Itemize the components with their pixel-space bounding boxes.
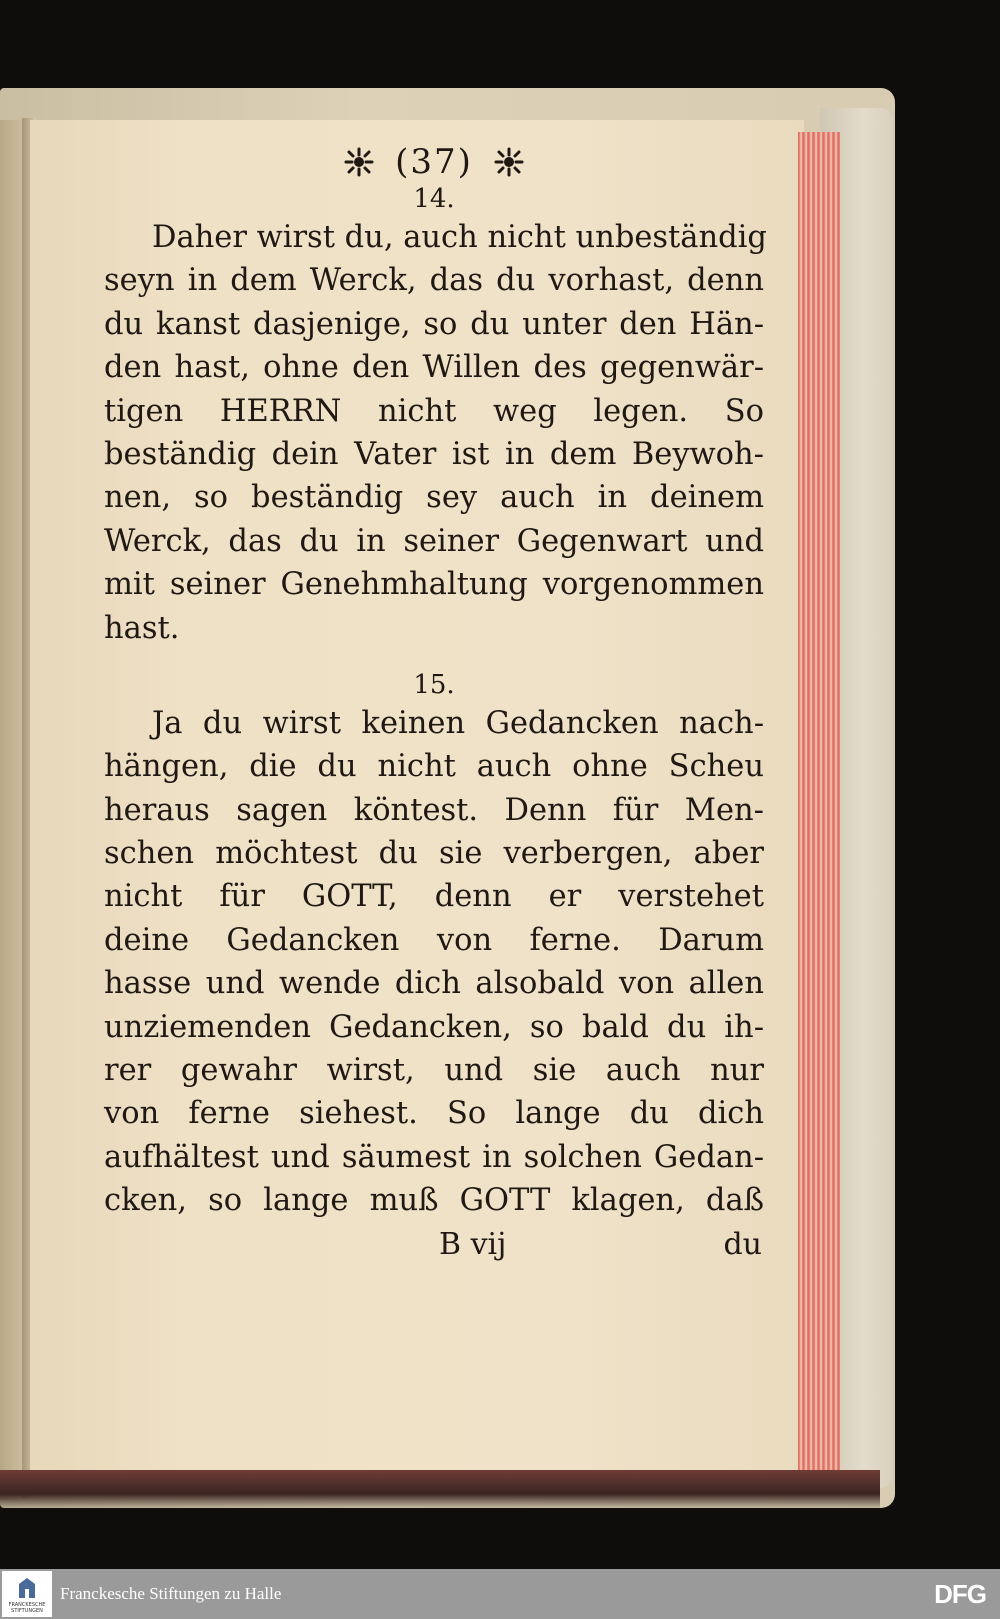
institution-name[interactable]: Franckesche Stiftungen zu Halle <box>60 1584 282 1603</box>
text-line: den hast, ohne den Willen des gegenwär- <box>104 350 764 386</box>
floral-ornament-icon <box>344 147 374 177</box>
text-line: heraus sagen köntest. Denn für Men- <box>104 792 764 828</box>
text-line: tigen HERRN nicht weg legen. So <box>104 393 764 429</box>
red-page-edges <box>798 132 840 1472</box>
text-line: Werck, das du in seiner Gegenwart und <box>104 523 764 559</box>
paragraph <box>104 216 767 650</box>
section-number: 15. <box>413 669 455 700</box>
section-number: 14. <box>413 184 455 214</box>
text-line: hasse und wende dich alsobald von allen <box>104 966 764 1002</box>
text-line: nen, so beständig sey auch in deinem <box>104 480 764 516</box>
text-line: hast. <box>104 610 180 646</box>
text-line: cken, so lange muß GOTT klagen, daß <box>104 1183 764 1219</box>
text-line: unziemenden Gedancken, so bald du ih- <box>104 1009 764 1045</box>
signature-mark: B vij <box>439 1226 507 1262</box>
institution-logo[interactable] <box>2 1571 52 1617</box>
text-line: hängen, die du nicht auch ohne Scheu <box>104 749 764 785</box>
text-line: rer gewahr wirst, und sie auch nur <box>104 1053 764 1089</box>
footer-bar <box>0 1569 1000 1619</box>
text-line: Daher wirst du, auch nicht unbeständig <box>152 220 767 255</box>
text-line: Ja du wirst keinen Gedancken nach- <box>152 705 764 741</box>
catchword: du <box>723 1226 762 1262</box>
text-line: mit seiner Genehmhaltung vorgenommen <box>104 567 764 603</box>
text-line: von ferne siehest. So lange du dich <box>104 1096 764 1132</box>
page-number: (37) <box>395 142 473 182</box>
floral-ornament-icon <box>494 147 524 177</box>
page-footer <box>104 1223 764 1267</box>
text-line: beständig dein Vater ist in dem Beywoh- <box>104 436 764 472</box>
text-line: aufhältest und säumest in solchen Gedan- <box>104 1139 764 1175</box>
logo-text: FRANCKESCHE STIFTUNGEN <box>8 1602 46 1614</box>
page-text <box>104 138 767 1267</box>
institution-logo-icon <box>15 1576 39 1600</box>
dfg-logo[interactable]: DFG <box>934 1579 986 1609</box>
text-line: deine Gedancken von ferne. Darum <box>104 922 764 958</box>
text-line: du kanst dasjenige, so du unter den Hän- <box>104 306 764 342</box>
running-header <box>104 138 764 184</box>
page-bottom-shadow <box>0 1470 880 1510</box>
paragraph <box>104 702 764 1223</box>
text-line: nicht für GOTT, denn er verstehet <box>104 879 764 915</box>
text-line: seyn in dem Werck, das du vorhast, denn <box>104 263 764 299</box>
text-line: schen möchtest du sie verbergen, aber <box>104 836 764 872</box>
